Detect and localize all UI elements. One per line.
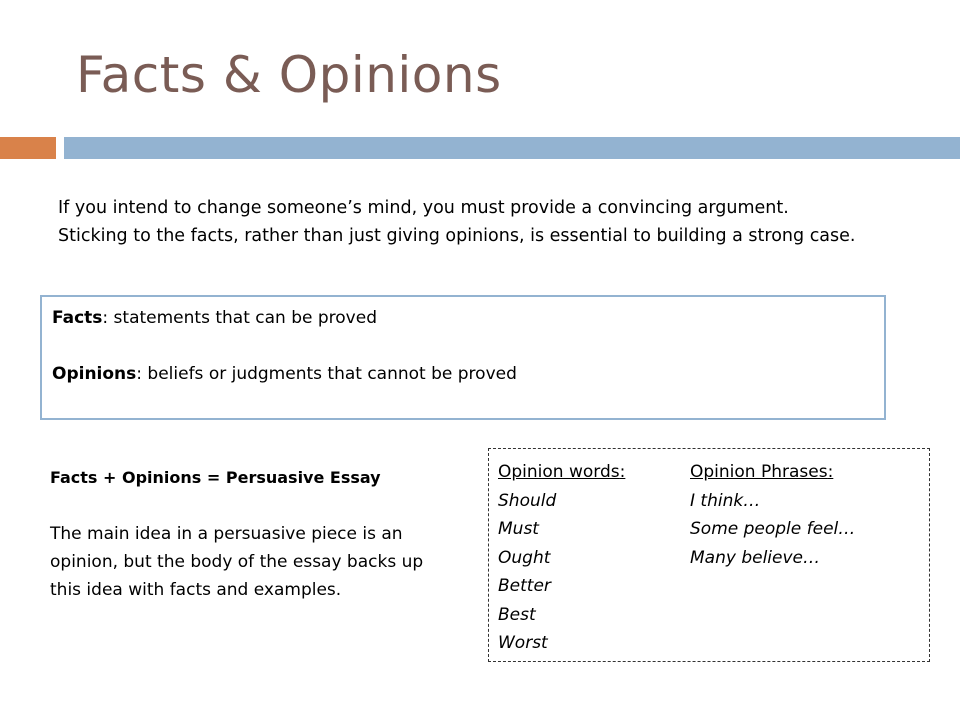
intro-paragraph: If you intend to change someone’s mind, you must provide a convincing argument. Sticking to the facts, rather than just giving opinions, is essential to building a strong case.: [58, 198, 856, 246]
opinion-phrase-item: Some people feel…: [690, 519, 856, 539]
accent-bar-blue: [64, 137, 960, 159]
opinion-word-item: Better: [498, 576, 551, 596]
persuasive-essay-section: [50, 464, 435, 604]
equation-heading: Facts + Opinions = Persuasive Essay: [50, 468, 381, 487]
opinion-phrases-heading: Opinion Phrases:: [690, 462, 834, 482]
opinions-term: Opinions: [52, 364, 137, 384]
opinion-phrases-column: [690, 458, 855, 572]
opinion-words-column: [498, 458, 625, 658]
opinion-words-box: [488, 448, 930, 662]
opinion-phrase-item: I think…: [690, 490, 761, 511]
opinion-word-item: Ought: [498, 547, 551, 568]
accent-bar-orange: [0, 137, 56, 159]
facts-text: : statements that can be proved: [102, 308, 377, 328]
opinions-definition: [52, 364, 517, 384]
opinion-word-item: Best: [498, 604, 536, 625]
opinion-phrase-item: Many believe…: [690, 547, 820, 568]
opinion-word-item: Worst: [498, 633, 548, 653]
main-idea-paragraph: The main idea in a persuasive piece is an opinion, but the body of the essay backs up this idea with facts and examples.: [50, 524, 424, 600]
definitions-box: [40, 295, 886, 420]
opinion-word-item: Should: [498, 490, 557, 511]
opinions-text: : beliefs or judgments that cannot be proved: [136, 364, 517, 384]
opinion-word-item: Must: [498, 519, 539, 539]
opinion-words-heading: Opinion words:: [498, 462, 626, 482]
facts-term: Facts: [52, 308, 103, 328]
facts-definition: [52, 308, 377, 328]
slide-title: Facts & Opinions: [76, 46, 502, 104]
